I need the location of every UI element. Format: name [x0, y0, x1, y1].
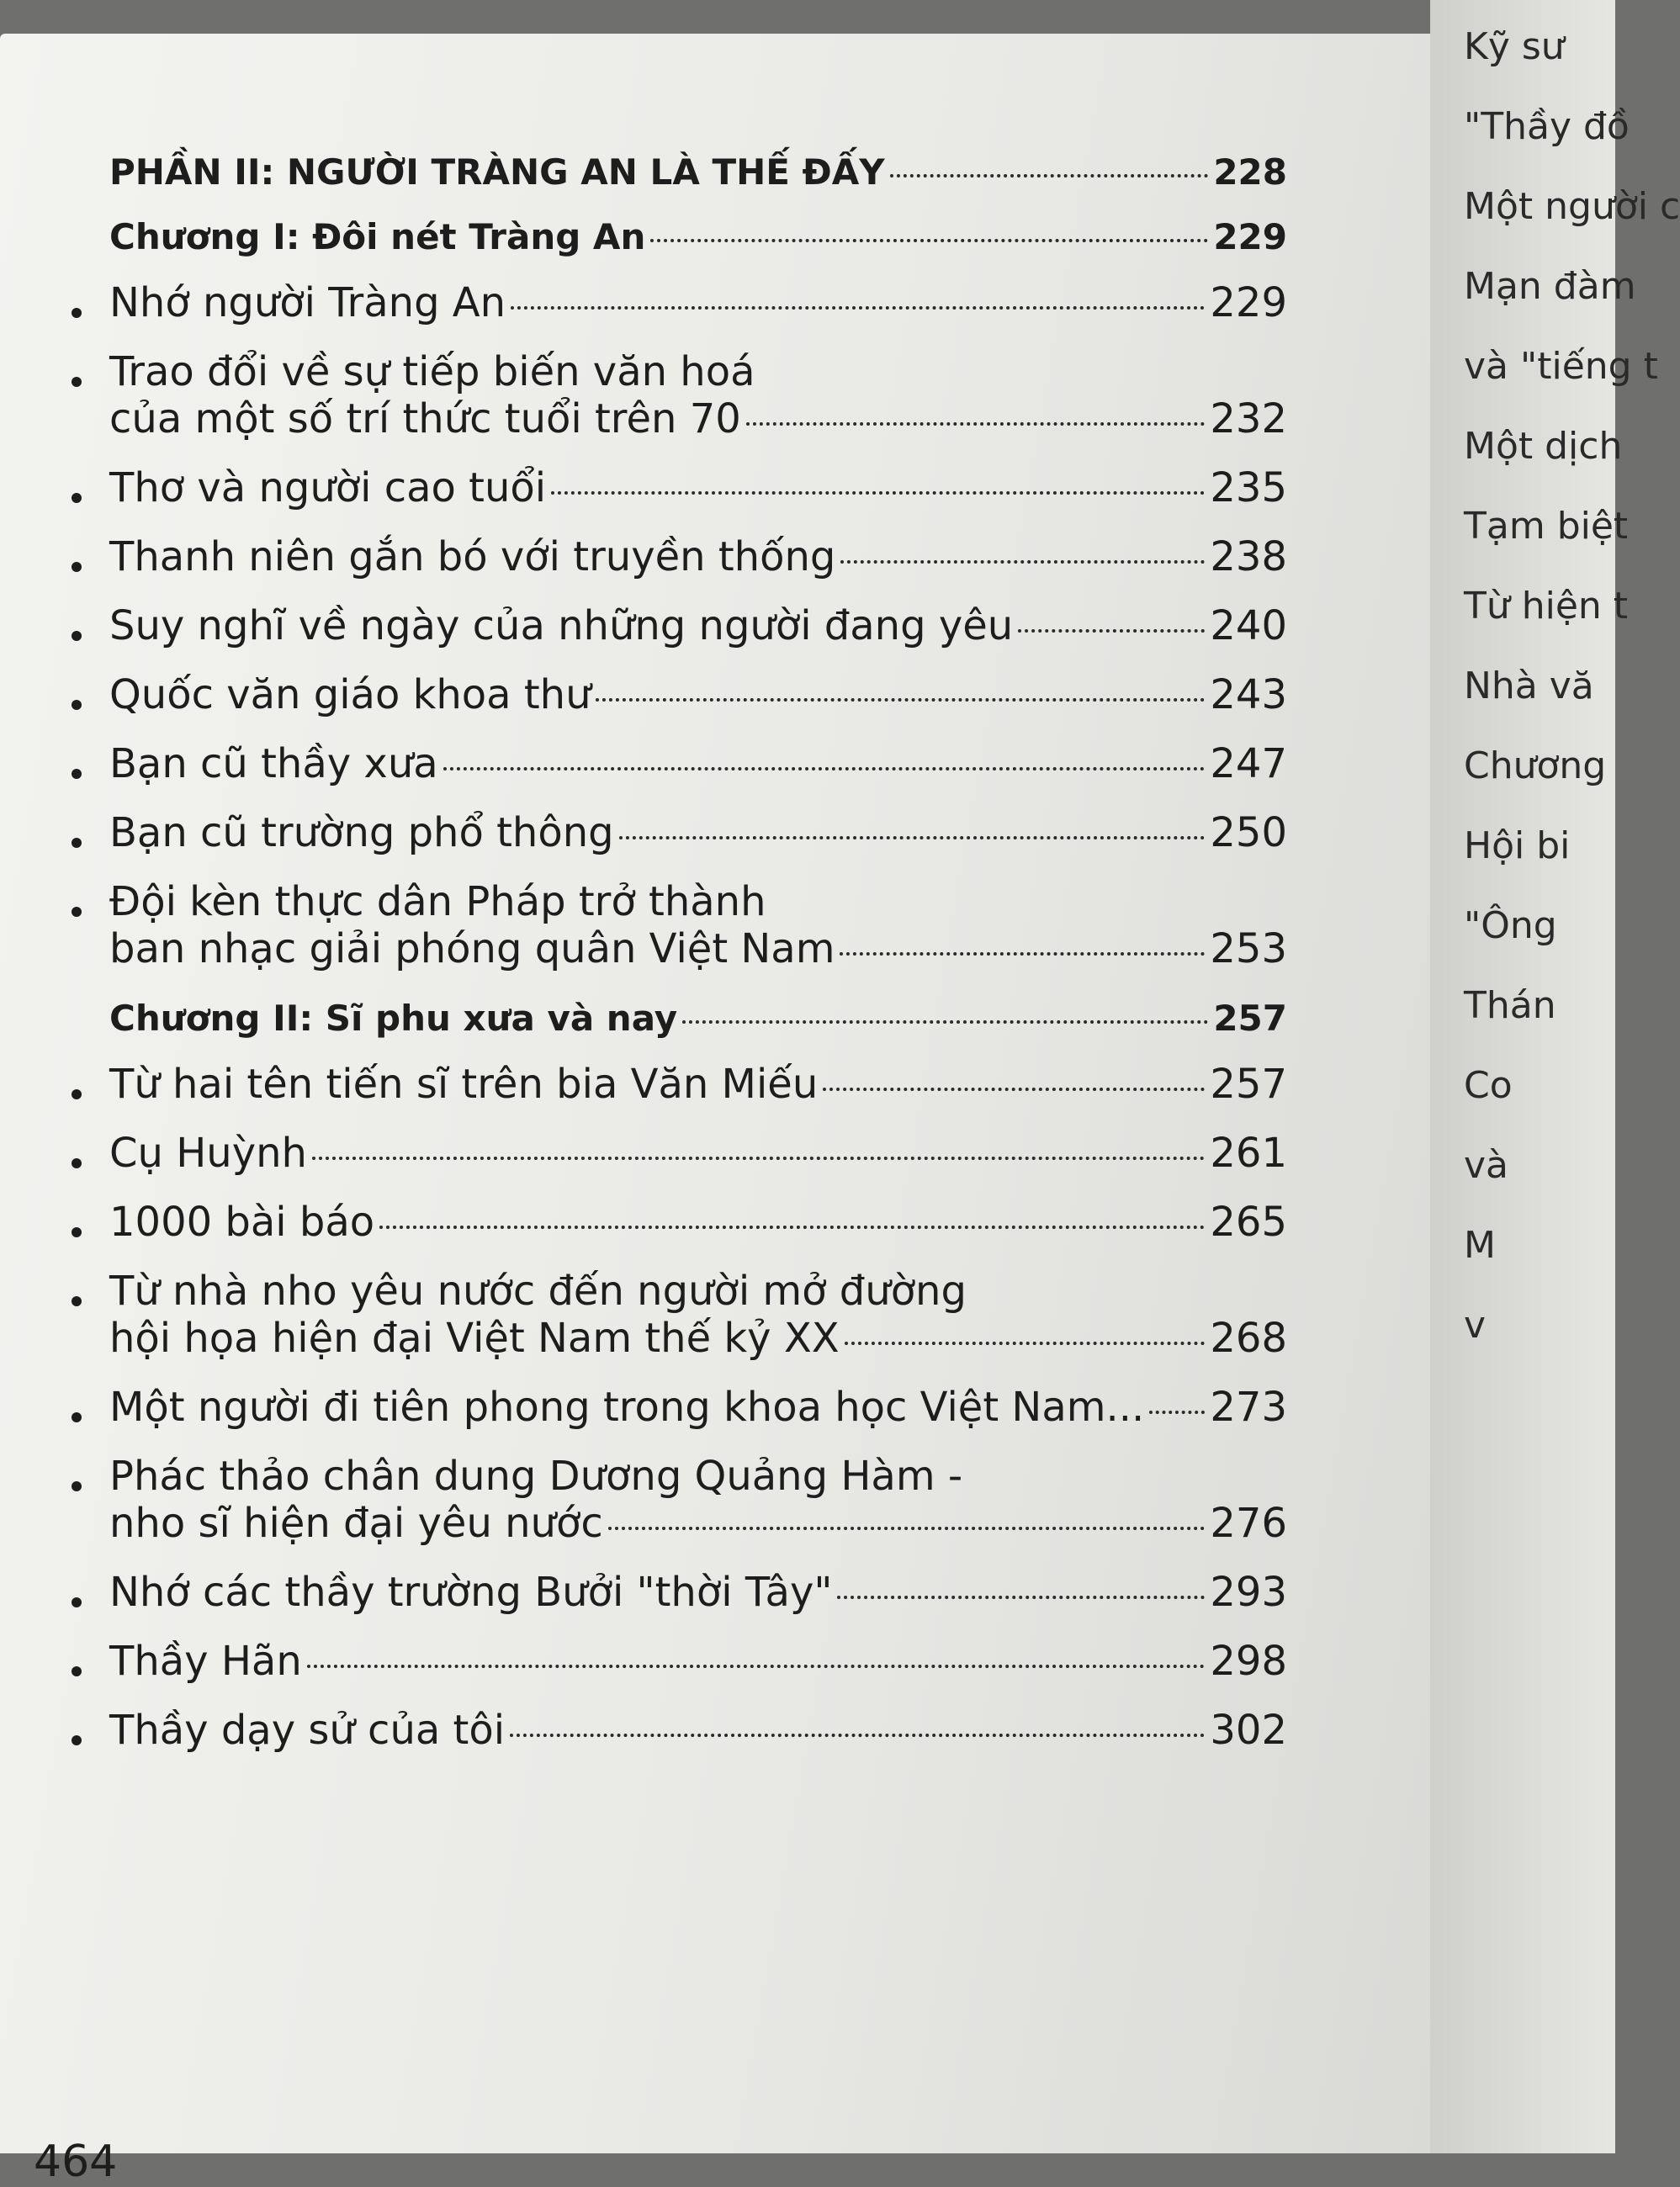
toc-item-title: Suy nghĩ về ngày của những người đang yêu: [109, 602, 1014, 649]
chapter-2-items: [109, 1061, 1287, 1754]
toc-item: [109, 1569, 1287, 1616]
adjacent-page-text: Co: [1464, 1064, 1513, 1107]
toc-item: [109, 671, 1287, 718]
toc-item: [109, 1130, 1287, 1177]
toc-item: [109, 602, 1287, 649]
leader-dots: [312, 1157, 1205, 1160]
adjacent-page-text: Kỹ sư: [1464, 25, 1565, 68]
adjacent-page-text: Một dịch: [1464, 425, 1623, 468]
toc-item: [109, 740, 1287, 787]
leader-dots: [840, 952, 1205, 956]
page-ref: 298: [1210, 1638, 1287, 1685]
toc-item: [109, 1453, 1287, 1547]
leader-dots: [682, 1020, 1208, 1024]
bullet-icon: [72, 1158, 82, 1168]
adjacent-page-text: Thán: [1464, 984, 1556, 1027]
toc-item: [109, 1638, 1287, 1685]
bullet-icon: [72, 377, 82, 387]
page-ref: 250: [1210, 809, 1287, 856]
toc-item-title: hội họa hiện đại Việt Nam thế kỷ XX: [109, 1315, 840, 1362]
bullet-icon: [72, 1481, 82, 1491]
toc-chapter-heading: [109, 998, 1287, 1039]
adjacent-page-text: "Ông: [1464, 904, 1557, 947]
toc-item-title: của một số trí thức tuổi trên 70: [109, 395, 741, 442]
leader-dots: [1018, 629, 1205, 633]
page-ref: 293: [1210, 1569, 1287, 1616]
leader-dots: [608, 1527, 1206, 1530]
toc-item-title: 1000 bài báo: [109, 1199, 375, 1246]
toc-item: [109, 1707, 1287, 1754]
chapter-title: Chương II: Sĩ phu xưa và nay: [109, 998, 678, 1039]
page-ref: 229: [1213, 216, 1287, 257]
page-ref: 276: [1210, 1500, 1287, 1547]
bullet-icon: [72, 308, 82, 318]
leader-dots: [823, 1088, 1205, 1091]
toc-part-heading: [109, 151, 1287, 193]
page-ref: 265: [1210, 1199, 1287, 1246]
toc-item: [109, 809, 1287, 856]
adjacent-page-text: và: [1464, 1144, 1509, 1187]
toc-item-title: Thầy dạy sử của tôi: [109, 1707, 506, 1754]
toc-item-title: Nhớ người Tràng An: [109, 279, 506, 326]
toc-item: [109, 1061, 1287, 1108]
adjacent-page-text: Một người c: [1464, 185, 1680, 228]
adjacent-page-text: Nhà vă: [1464, 665, 1594, 707]
adjacent-page-text: và "tiếng t: [1464, 345, 1658, 388]
adjacent-page-text: Chương: [1464, 744, 1607, 787]
page-ref: 253: [1210, 925, 1287, 972]
leader-dots: [379, 1226, 1205, 1229]
leader-dots: [551, 491, 1205, 495]
adjacent-page-text: M: [1464, 1224, 1496, 1267]
leader-dots: [510, 1734, 1205, 1737]
toc-item-title-line1: Trao đổi về sự tiếp biến văn hoá: [109, 348, 755, 395]
bullet-icon: [72, 631, 82, 641]
adjacent-page-text: Tạm biệt: [1464, 505, 1629, 548]
toc-item-title: nho sĩ hiện đại yêu nước: [109, 1500, 603, 1547]
leader-dots: [650, 239, 1208, 242]
toc-item-title: ban nhạc giải phóng quân Việt Nam: [109, 925, 835, 972]
toc-item-title: Từ hai tên tiến sĩ trên bia Văn Miếu: [109, 1061, 819, 1108]
toc-item-title: Một người đi tiên phong trong khoa học Việt Nam...: [109, 1384, 1145, 1431]
page-ref: 232: [1210, 395, 1287, 442]
leader-dots: [837, 1596, 1205, 1599]
page-ref: 273: [1210, 1384, 1287, 1431]
page-ref: 302: [1210, 1707, 1287, 1754]
book-page: [0, 34, 1430, 2187]
page-ref: 235: [1210, 464, 1287, 511]
toc-item: [109, 348, 1287, 442]
bullet-icon: [72, 907, 82, 917]
page-number: 464: [34, 2137, 118, 2187]
bullet-icon: [72, 1666, 82, 1676]
part-title: PHẦN II: NGƯỜI TRÀNG AN LÀ THẾ ĐẤY: [109, 151, 885, 193]
leader-dots: [845, 1342, 1206, 1345]
toc-item-title: Quốc văn giáo khoa thư: [109, 671, 591, 718]
page-ref: 240: [1210, 602, 1287, 649]
table-of-contents: [109, 151, 1287, 1754]
bullet-icon: [72, 1227, 82, 1237]
leader-dots: [840, 560, 1205, 564]
leader-dots: [746, 422, 1206, 426]
toc-item-title: Cụ Huỳnh: [109, 1130, 307, 1177]
page-ref: 238: [1210, 533, 1287, 580]
adjacent-page-text: "Thầy đồ: [1464, 105, 1630, 148]
bullet-icon: [72, 1735, 82, 1745]
adjacent-page-text: v: [1464, 1304, 1487, 1347]
page-ref: 247: [1210, 740, 1287, 787]
chapter-1-items: [109, 279, 1287, 972]
toc-item: [109, 279, 1287, 326]
adjacent-page-text: Hội bi: [1464, 824, 1571, 867]
chapter-title: Chương I: Đôi nét Tràng An: [109, 216, 646, 257]
toc-item-title-line1: Từ nhà nho yêu nước đến người mở đường: [109, 1268, 967, 1315]
bullet-icon: [72, 700, 82, 710]
leader-dots: [443, 767, 1206, 770]
leader-dots: [619, 836, 1206, 839]
toc-item-title: Bạn cũ trường phổ thông: [109, 809, 614, 856]
toc-item-title-line1: Đội kèn thực dân Pháp trở thành: [109, 878, 766, 925]
bullet-icon: [72, 1412, 82, 1422]
page-ref: 243: [1210, 671, 1287, 718]
bullet-icon: [72, 769, 82, 779]
toc-item: [109, 1268, 1287, 1362]
bullet-icon: [72, 1597, 82, 1607]
leader-dots: [596, 698, 1205, 702]
toc-item-title-line1: Phác thảo chân dung Dương Quảng Hàm -: [109, 1453, 963, 1500]
page-ref: 268: [1210, 1315, 1287, 1362]
toc-item: [109, 464, 1287, 511]
bullet-icon: [72, 1089, 82, 1099]
toc-item-title: Thầy Hãn: [109, 1638, 302, 1685]
toc-item-title: Nhớ các thầy trường Bưởi "thời Tây": [109, 1569, 833, 1616]
page-ref: 261: [1210, 1130, 1287, 1177]
adjacent-page-text: Từ hiện t: [1464, 585, 1629, 628]
page-ref: 229: [1210, 279, 1287, 326]
toc-item: [109, 1384, 1287, 1431]
toc-item-title: Thanh niên gắn bó với truyền thống: [109, 533, 836, 580]
toc-item-title: Thơ và người cao tuổi: [109, 464, 547, 511]
toc-item-title: Bạn cũ thầy xưa: [109, 740, 438, 787]
bullet-icon: [72, 562, 82, 572]
page-ref: 257: [1210, 1061, 1287, 1108]
toc-item: [109, 533, 1287, 580]
leader-dots: [1149, 1411, 1205, 1414]
page-ref: 257: [1213, 998, 1287, 1039]
bullet-icon: [72, 1296, 82, 1306]
toc-item: [109, 1199, 1287, 1246]
leader-dots: [307, 1665, 1206, 1668]
adjacent-page: [1430, 0, 1680, 2153]
bullet-icon: [72, 838, 82, 848]
toc-item: [109, 878, 1287, 972]
leader-dots: [890, 174, 1209, 177]
adjacent-page-text: Mạn đàm: [1464, 265, 1636, 308]
bullet-icon: [72, 493, 82, 503]
toc-chapter-heading: [109, 216, 1287, 257]
leader-dots: [511, 306, 1205, 310]
page-ref: 228: [1213, 151, 1287, 193]
